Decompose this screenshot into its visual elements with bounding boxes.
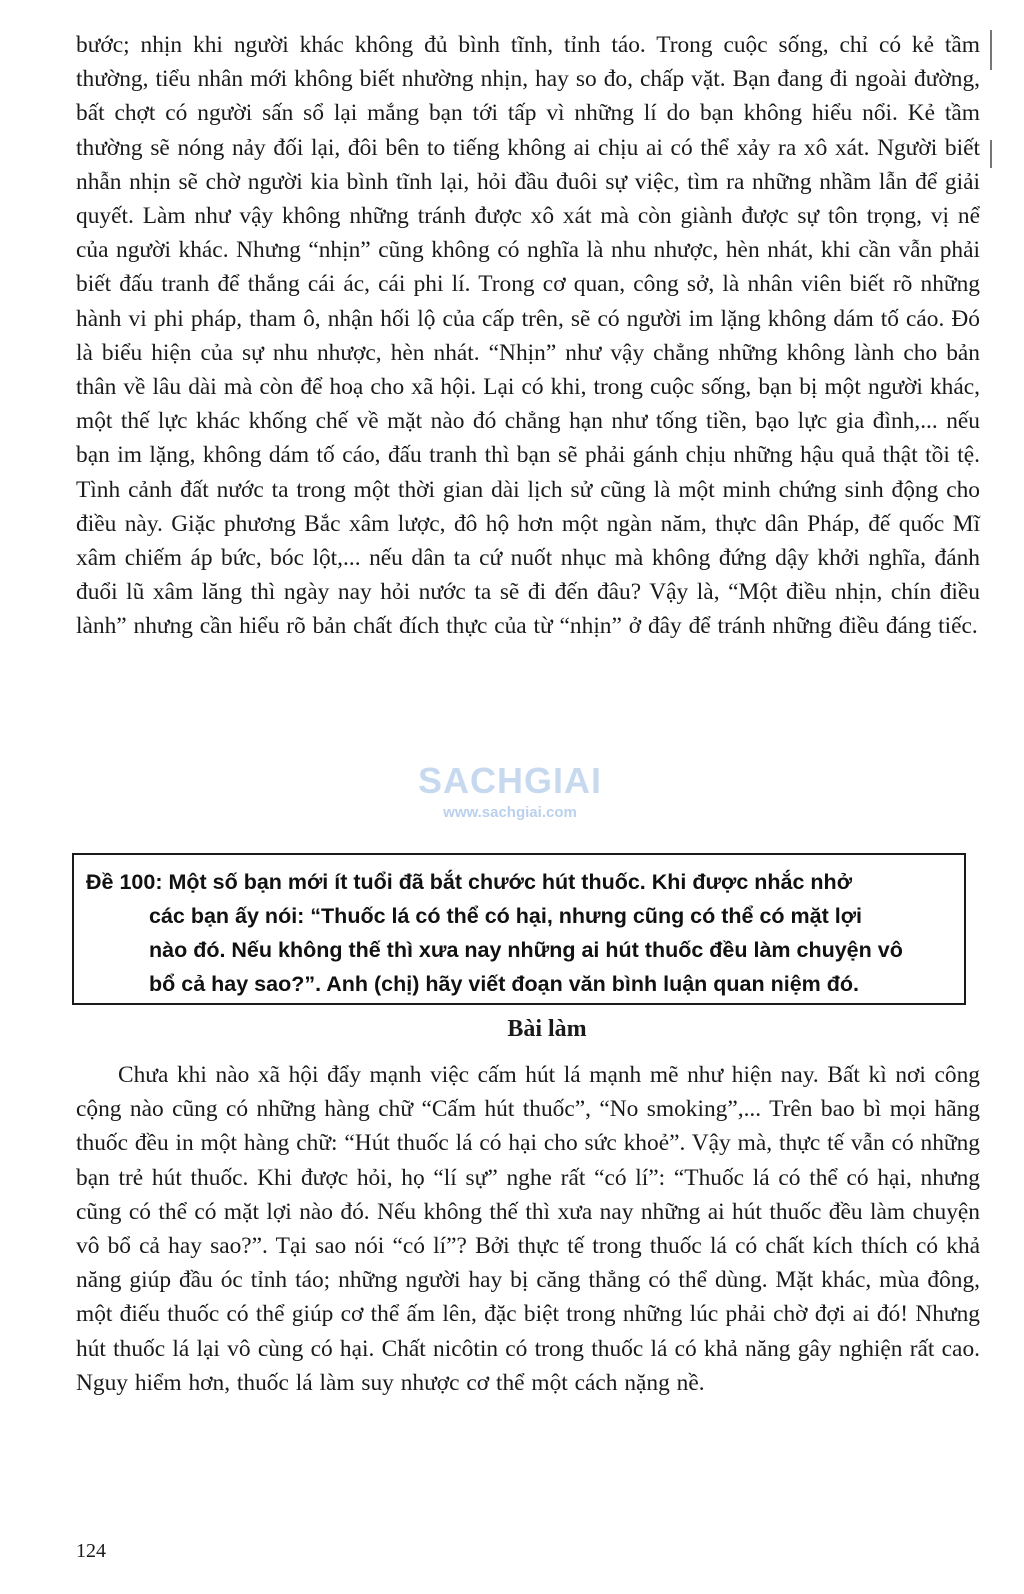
exercise-line-1: Đề 100: Một số bạn mới ít tuổi đã bắt chước hút thuốc. Khi được nhắc nhở xyxy=(86,870,852,894)
margin-scan-mark-middle xyxy=(990,140,992,168)
exercise-box xyxy=(72,853,966,1005)
page-number: 124 xyxy=(76,1540,106,1562)
exercise-line-4: bổ cả hay sao?”. Anh (chị) hãy viết đoạn văn bình luận quan niệm đó. xyxy=(149,972,859,996)
watermark xyxy=(400,760,620,821)
top-text-block xyxy=(76,28,980,644)
watermark-logo: SACHGIAI xyxy=(417,760,602,801)
top-paragraph: bước; nhịn khi người khác không đủ bình tĩnh, tỉnh táo. Trong cuộc sống, chỉ có kẻ tầm thường, tiểu nhân mới không biết nhường nhịn, hay so đo, chấp vặt. Bạn đang đi ngoài đường, bất chợt có người sấn sổ lại mắng bạn tới tấp vì những lí do bạn không hiểu nổi. Kẻ tầm thường sẽ nóng nảy đối lại, đôi bên to tiếng không ai chịu ai có thể xảy ra xô xát. Người biết nhẫn nhịn sẽ chờ người kia bình tĩnh lại, hỏi đầu đuôi sự việc, tìm ra những nhầm lẫn để giải quyết. Làm như vậy không những tránh được xô xát mà còn giành được sự tôn trọng, vị nể của người khác. Nhưng “nhịn” cũng không có nghĩa là nhu nhược, hèn nhát, khi cần vẫn phải biết đấu tranh để thắng cái ác, cái phi lí. Trong cơ quan, công sở, là nhân viên biết rõ những hành vi phi pháp, tham ô, nhận hối lộ của cấp trên, sẽ có người im lặng không dám tố cáo. Đó là biểu hiện của sự nhu nhược, hèn nhát. “Nhịn” như vậy chẳng những không lành cho bản thân về lâu dài mà còn để hoạ cho xã hội. Lại có khi, trong cuộc sống, bạn bị một người khác, một thế lực khác khống chế về mặt nào đó chẳng hạn như tống tiền, bạo lực gia đình,... nếu bạn im lặng, không dám tố cáo, đấu tranh thì bạn sẽ phải gánh chịu những hậu quả thật tồi tệ. Tình cảnh đất nước ta trong một thời gian dài lịch sử cũng là một minh chứng sinh động cho điều này. Giặc phương Bắc xâm lược, đô hộ hơn một ngàn năm, thực dân Pháp, đế quốc Mĩ xâm chiếm áp bức, bóc lột,... nếu dân ta cứ nuốt nhục mà không đứng dậy khởi nghĩa, đánh đuổi lũ xâm lăng thì ngày nay hỏi nước ta sẽ đi đến đâu? Vậy là, “Một điều nhịn, chín điều lành” nhưng cần hiểu rõ bản chất đích thực của từ “nhịn” ở đây để tránh những điều đáng tiếc. xyxy=(76,32,980,640)
exercise-line-3: nào đó. Nếu không thế thì xưa nay những ai hút thuốc đều làm chuyện vô xyxy=(149,938,903,962)
margin-scan-mark-top xyxy=(990,30,992,70)
exercise-line-2: các bạn ấy nói: “Thuốc lá có thể có hại, nhưng cũng có thể có mặt lợi xyxy=(149,904,862,928)
section-heading: Bài làm xyxy=(507,1016,587,1042)
watermark-url: www.sachgiai.com xyxy=(443,804,577,821)
answer-text-block xyxy=(76,1058,980,1400)
answer-paragraph: Chưa khi nào xã hội đẩy mạnh việc cấm hút lá mạnh mẽ như hiện nay. Bất kì nơi công cộng nào cũng có những hàng chữ “Cấm hút thuốc”, “No smoking”,... Trên bao bì mọi hãng thuốc đều in một hàng chữ: “Hút thuốc lá có hại cho sức khoẻ”. Vậy mà, thực tế vẫn có những bạn trẻ hút thuốc. Khi được hỏi, họ “lí sự” nghe rất “có lí”: “Thuốc lá có thể có hại, nhưng cũng có thể có mặt lợi nào đó. Nếu không thế thì xưa nay những ai hút thuốc đều làm chuyện vô bổ cả hay sao?”. Tại sao nói “có lí”? Bởi thực tế trong thuốc lá có chất kích thích có khả năng giúp đầu óc tỉnh táo; những người hay bị căng thẳng có thể dùng. Mặt khác, mùa đông, một điếu thuốc có thể giúp cơ thể ấm lên, đặc biệt trong những lúc phải chờ đợi ai đó! Nhưng hút thuốc lá lại vô cùng có hại. Chất nicôtin có trong thuốc lá có khả năng gây nghiện rất cao. Nguy hiểm hơn, thuốc lá làm suy nhược cơ thể một cách nặng nề. xyxy=(76,1062,980,1396)
